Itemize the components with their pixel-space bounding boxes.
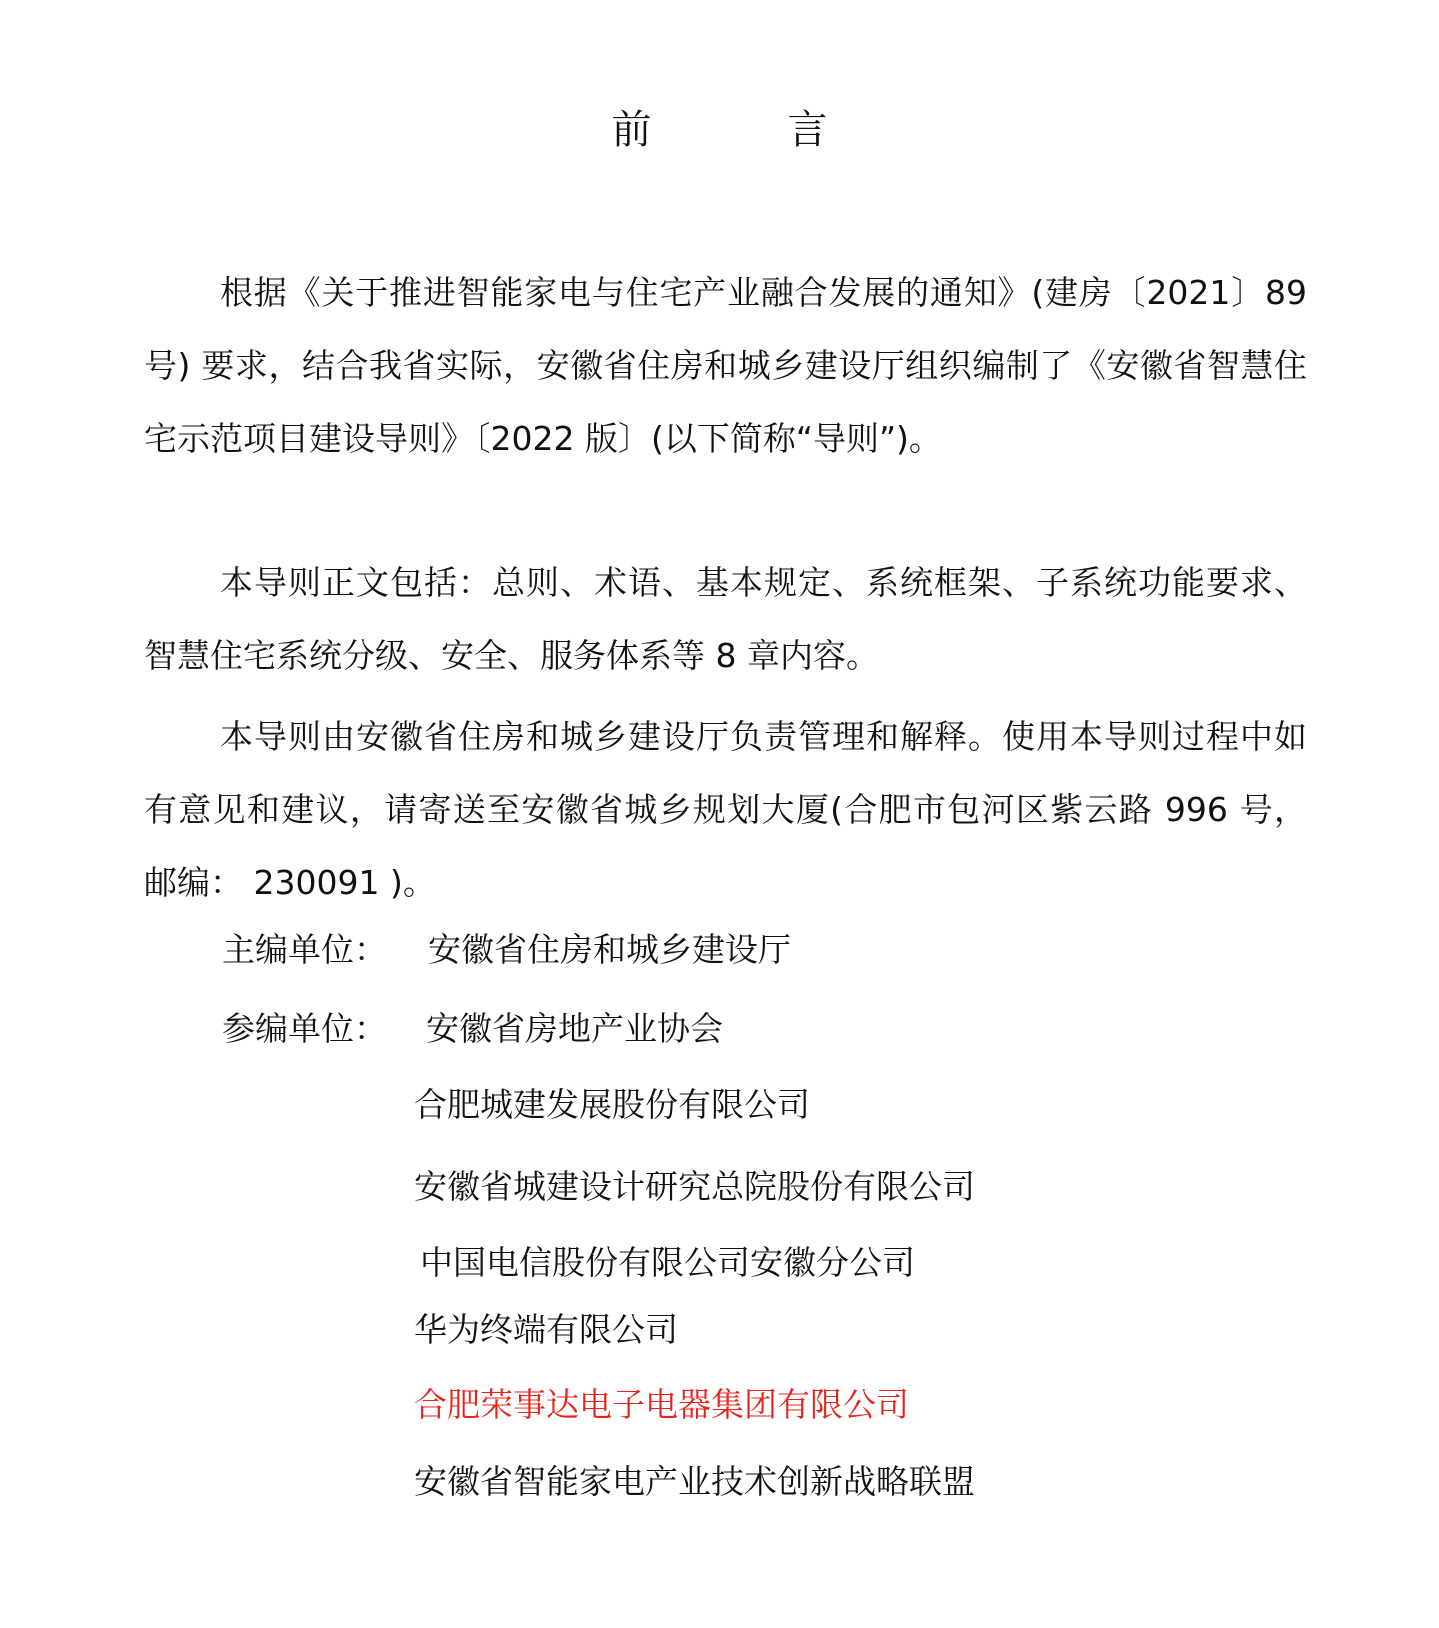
participating-org: 安徽省城建设计研究总院股份有限公司: [414, 1167, 975, 1206]
participating-org: 中国电信股份有限公司安徽分公司: [420, 1243, 915, 1282]
participating-org: 合肥城建发展股份有限公司: [414, 1085, 810, 1124]
participating-editor-first: 安徽省房地产业协会: [426, 1009, 723, 1048]
participating-org: 华为终端有限公司: [414, 1310, 678, 1349]
page-title: 前 言: [611, 107, 876, 153]
paragraph-management: 本导则由安徽省住房和城乡建设厅负责管理和解释。使用本导则过程中如有意见和建议，请寄送至安徽省城乡规划大厦(合肥市包河区紫云路 996 号， 邮编： 230091 )。: [144, 717, 1307, 902]
participating-editor-label: 参编单位：: [222, 1009, 387, 1048]
paragraph-contents: 本导则正文包括：总则、术语、基本规定、系统框架、子系统功能要求、智慧住宅系统分级、安全、服务体系等 8 章内容。: [144, 563, 1307, 675]
paragraph-basis: 根据《关于推进智能家电与住宅产业融合发展的通知》(建房〔2021〕89 号) 要求，结合我省实际，安徽省住房和城乡建设厅组织编制了《安徽省智慧住宅示范项目建设导则》〔2022 版〕(以下简称“导则”)。: [144, 273, 1307, 458]
chief-editor-value: 安徽省住房和城乡建设厅: [428, 930, 791, 969]
participating-org-highlighted: 合肥荣事达电子电器集团有限公司: [414, 1385, 909, 1424]
participating-org: 安徽省智能家电产业技术创新战略联盟: [414, 1462, 975, 1501]
chief-editor-label: 主编单位：: [222, 930, 387, 969]
